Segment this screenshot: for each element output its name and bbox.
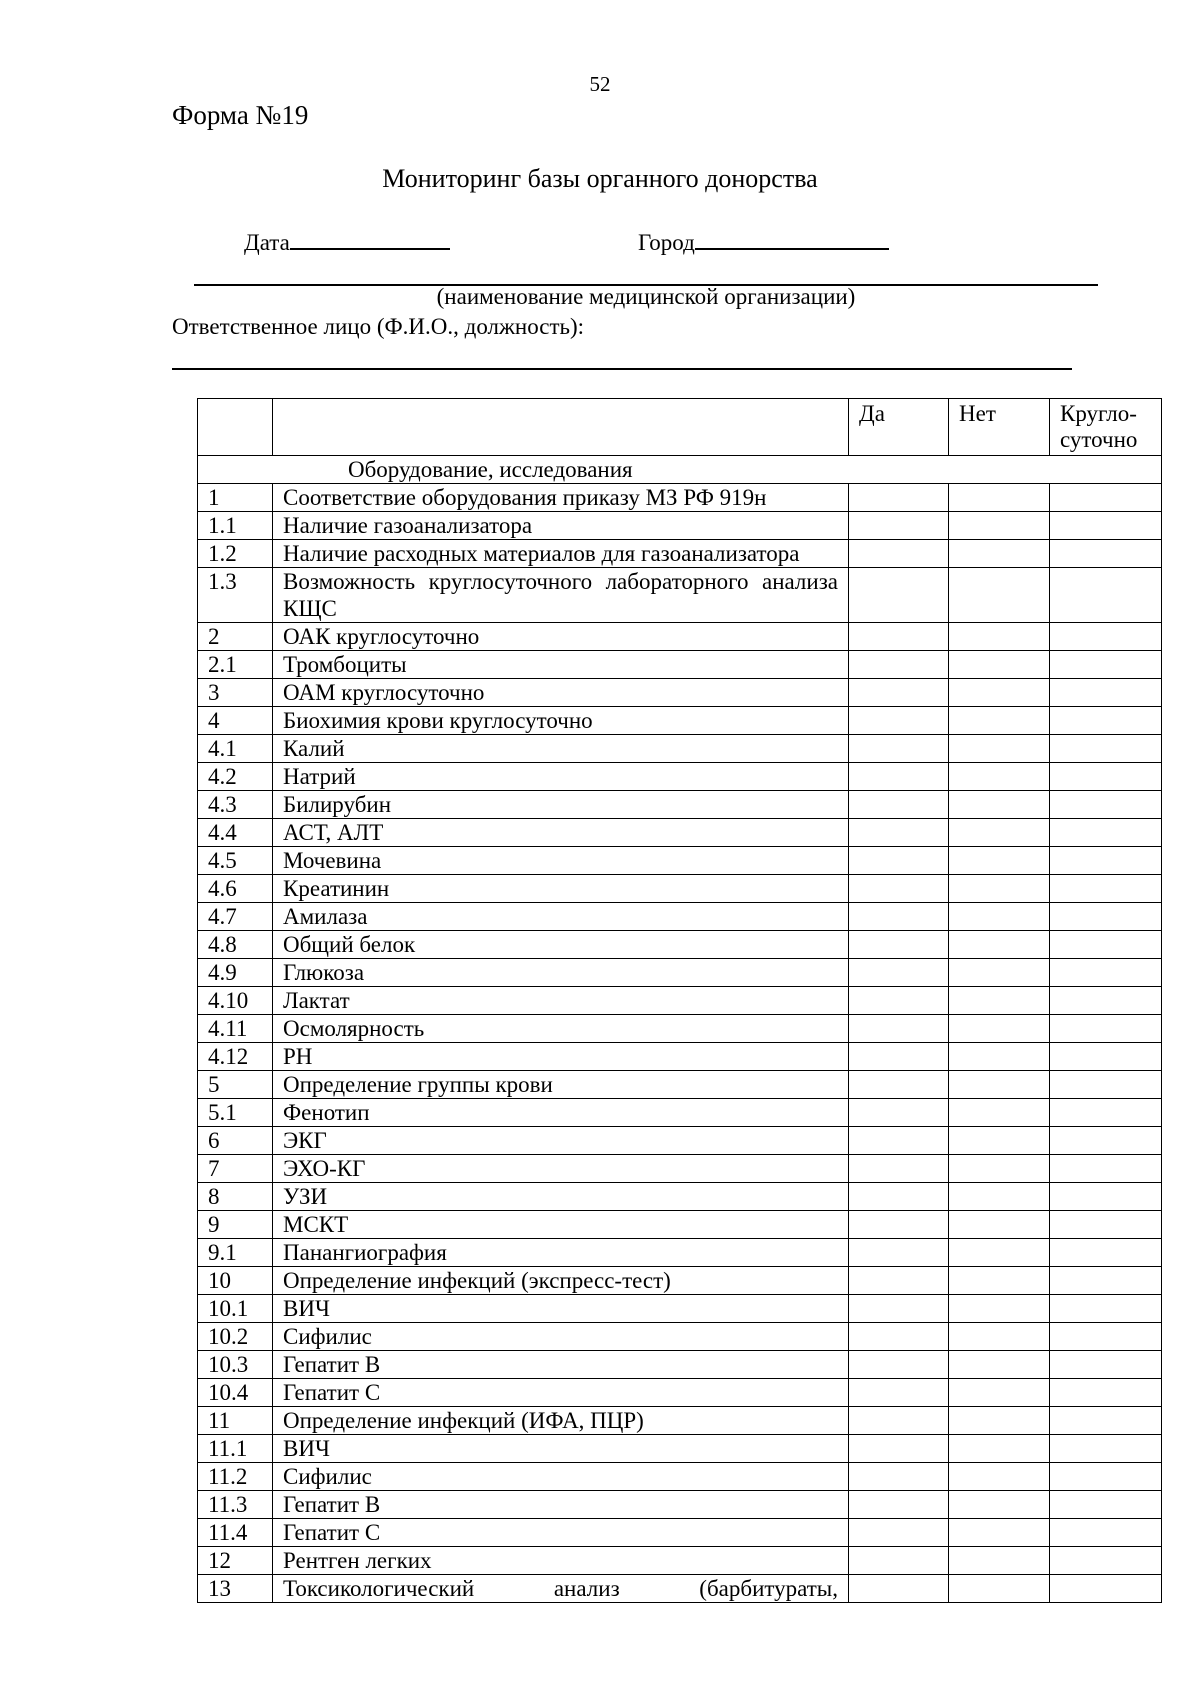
table-row xyxy=(198,1295,1162,1323)
row-name: Натрий xyxy=(273,763,849,791)
table-row xyxy=(198,819,1162,847)
cell-yes[interactable] xyxy=(849,735,949,763)
cell-no[interactable] xyxy=(949,987,1050,1015)
row-number: 1.1 xyxy=(198,512,273,540)
cell-24h[interactable] xyxy=(1050,512,1162,540)
table-row xyxy=(198,1435,1162,1463)
row-name: Осмолярность xyxy=(273,1015,849,1043)
cell-24h[interactable] xyxy=(1050,1267,1162,1295)
row-name: Тромбоциты xyxy=(273,651,849,679)
cell-no[interactable] xyxy=(949,1295,1050,1323)
row-number: 9.1 xyxy=(198,1239,273,1267)
cell-yes[interactable] xyxy=(849,1323,949,1351)
cell-24h[interactable] xyxy=(1050,1239,1162,1267)
cell-yes[interactable] xyxy=(849,568,949,623)
table-row xyxy=(198,1211,1162,1239)
cell-24h[interactable] xyxy=(1050,735,1162,763)
city-field[interactable] xyxy=(638,230,889,256)
table-row xyxy=(198,512,1162,540)
cell-no[interactable] xyxy=(949,847,1050,875)
cell-no[interactable] xyxy=(949,1435,1050,1463)
cell-no[interactable] xyxy=(949,735,1050,763)
cell-yes[interactable] xyxy=(849,1407,949,1435)
row-number: 4.4 xyxy=(198,819,273,847)
row-name: Мочевина xyxy=(273,847,849,875)
cell-yes[interactable] xyxy=(849,1015,949,1043)
row-name: Гепатит С xyxy=(273,1379,849,1407)
row-name: МСКТ xyxy=(273,1211,849,1239)
cell-24h[interactable] xyxy=(1050,1435,1162,1463)
cell-24h[interactable] xyxy=(1050,1071,1162,1099)
cell-no[interactable] xyxy=(949,568,1050,623)
cell-no[interactable] xyxy=(949,707,1050,735)
cell-yes[interactable] xyxy=(849,791,949,819)
cell-yes[interactable] xyxy=(849,1547,949,1575)
cell-no[interactable] xyxy=(949,1547,1050,1575)
row-number: 11.4 xyxy=(198,1519,273,1547)
row-number: 11.2 xyxy=(198,1463,273,1491)
cell-no[interactable] xyxy=(949,1575,1050,1603)
row-number: 4.7 xyxy=(198,903,273,931)
row-number: 10.3 xyxy=(198,1351,273,1379)
table-row xyxy=(198,875,1162,903)
cell-yes[interactable] xyxy=(849,931,949,959)
header-24h-line1: Кругло- xyxy=(1060,401,1137,426)
row-number: 10.4 xyxy=(198,1379,273,1407)
table-row xyxy=(198,1323,1162,1351)
row-name: РН xyxy=(273,1043,849,1071)
table-row xyxy=(198,1043,1162,1071)
responsible-person-label: Ответственное лицо (Ф.И.О., должность): xyxy=(172,314,585,339)
table-row xyxy=(198,931,1162,959)
cell-no[interactable] xyxy=(949,931,1050,959)
table-row xyxy=(198,568,1162,623)
row-number: 11.3 xyxy=(198,1491,273,1519)
cell-24h[interactable] xyxy=(1050,651,1162,679)
date-label: Дата xyxy=(244,230,290,255)
header-cell-name xyxy=(273,399,849,456)
table-row xyxy=(198,1407,1162,1435)
row-number: 2 xyxy=(198,623,273,651)
cell-yes[interactable] xyxy=(849,1071,949,1099)
cell-24h[interactable] xyxy=(1050,1519,1162,1547)
cell-no[interactable] xyxy=(949,623,1050,651)
page-number: 52 xyxy=(589,72,611,96)
cell-yes[interactable] xyxy=(849,1267,949,1295)
table-row xyxy=(198,1491,1162,1519)
row-name: Рентген легких xyxy=(273,1547,849,1575)
cell-24h[interactable] xyxy=(1050,987,1162,1015)
cell-no[interactable] xyxy=(949,1519,1050,1547)
cell-yes[interactable] xyxy=(849,540,949,568)
document-title: Мониторинг базы органного донорства xyxy=(382,164,818,193)
cell-24h[interactable] xyxy=(1050,623,1162,651)
row-number: 10 xyxy=(198,1267,273,1295)
cell-24h[interactable] xyxy=(1050,1323,1162,1351)
row-name: Панангиография xyxy=(273,1239,849,1267)
cell-yes[interactable] xyxy=(849,1351,949,1379)
cell-no[interactable] xyxy=(949,1491,1050,1519)
table-row xyxy=(198,1015,1162,1043)
cell-24h[interactable] xyxy=(1050,1407,1162,1435)
table-row xyxy=(198,1127,1162,1155)
cell-no[interactable] xyxy=(949,1015,1050,1043)
row-number: 4.6 xyxy=(198,875,273,903)
row-name: Билирубин xyxy=(273,791,849,819)
city-input-line[interactable] xyxy=(695,230,889,250)
cell-no[interactable] xyxy=(949,875,1050,903)
cell-no[interactable] xyxy=(949,679,1050,707)
cell-no[interactable] xyxy=(949,903,1050,931)
cell-no[interactable] xyxy=(949,819,1050,847)
header-cell-num xyxy=(198,399,273,456)
cell-yes[interactable] xyxy=(849,1127,949,1155)
row-name: Гепатит В xyxy=(273,1491,849,1519)
cell-24h[interactable] xyxy=(1050,763,1162,791)
cell-yes[interactable] xyxy=(849,1379,949,1407)
cell-no[interactable] xyxy=(949,1099,1050,1127)
cell-no[interactable] xyxy=(949,1379,1050,1407)
cell-24h[interactable] xyxy=(1050,568,1162,623)
cell-yes[interactable] xyxy=(849,819,949,847)
row-name: Определение инфекций (ИФА, ПЦР) xyxy=(273,1407,849,1435)
row-name: Определение группы крови xyxy=(273,1071,849,1099)
table-row xyxy=(198,651,1162,679)
table-row xyxy=(198,847,1162,875)
row-name: УЗИ xyxy=(273,1183,849,1211)
cell-24h[interactable] xyxy=(1050,1183,1162,1211)
cell-no[interactable] xyxy=(949,484,1050,512)
table-row xyxy=(198,1099,1162,1127)
row-name: ЭКГ xyxy=(273,1127,849,1155)
cell-24h[interactable] xyxy=(1050,1295,1162,1323)
cell-no[interactable] xyxy=(949,1183,1050,1211)
row-name: Гепатит В xyxy=(273,1351,849,1379)
row-number: 4.3 xyxy=(198,791,273,819)
row-number: 1.3 xyxy=(198,568,273,623)
cell-24h[interactable] xyxy=(1050,903,1162,931)
row-number: 5.1 xyxy=(198,1099,273,1127)
row-number: 2.1 xyxy=(198,651,273,679)
row-number: 4.9 xyxy=(198,959,273,987)
row-number: 4.2 xyxy=(198,763,273,791)
row-name: Наличие газоанализатора xyxy=(273,512,849,540)
row-number: 4.1 xyxy=(198,735,273,763)
row-number: 11.1 xyxy=(198,1435,273,1463)
row-number: 4.10 xyxy=(198,987,273,1015)
row-number: 3 xyxy=(198,679,273,707)
monitoring-table xyxy=(197,398,1162,1603)
cell-yes[interactable] xyxy=(849,1211,949,1239)
cell-24h[interactable] xyxy=(1050,1211,1162,1239)
table-row xyxy=(198,540,1162,568)
responsible-person-line[interactable] xyxy=(172,368,1072,370)
row-number: 12 xyxy=(198,1547,273,1575)
cell-24h[interactable] xyxy=(1050,1099,1162,1127)
table-row xyxy=(198,1575,1162,1603)
cell-yes[interactable] xyxy=(849,1295,949,1323)
cell-24h[interactable] xyxy=(1050,1127,1162,1155)
row-name: Общий белок xyxy=(273,931,849,959)
table-row xyxy=(198,959,1162,987)
cell-24h[interactable] xyxy=(1050,1463,1162,1491)
cell-no[interactable] xyxy=(949,1071,1050,1099)
cell-yes[interactable] xyxy=(849,763,949,791)
cell-no[interactable] xyxy=(949,1239,1050,1267)
table-row xyxy=(198,735,1162,763)
cell-yes[interactable] xyxy=(849,1463,949,1491)
row-number: 7 xyxy=(198,1155,273,1183)
cell-no[interactable] xyxy=(949,959,1050,987)
cell-no[interactable] xyxy=(949,1407,1050,1435)
row-number: 4.12 xyxy=(198,1043,273,1071)
cell-yes[interactable] xyxy=(849,651,949,679)
cell-yes[interactable] xyxy=(849,903,949,931)
row-name: Наличие расходных материалов для газоанализатора xyxy=(273,540,849,568)
cell-yes[interactable] xyxy=(849,679,949,707)
row-name: Соответствие оборудования приказу МЗ РФ 919н xyxy=(273,484,849,512)
table-row xyxy=(198,1547,1162,1575)
table-row xyxy=(198,1267,1162,1295)
row-name: Фенотип xyxy=(273,1099,849,1127)
cell-24h[interactable] xyxy=(1050,679,1162,707)
cell-yes[interactable] xyxy=(849,1435,949,1463)
table-row xyxy=(198,707,1162,735)
cell-24h[interactable] xyxy=(1050,484,1162,512)
table-row xyxy=(198,1351,1162,1379)
cell-no[interactable] xyxy=(949,1211,1050,1239)
row-number: 13 xyxy=(198,1575,273,1603)
row-name: ВИЧ xyxy=(273,1295,849,1323)
cell-yes[interactable] xyxy=(849,1239,949,1267)
row-number: 1.2 xyxy=(198,540,273,568)
cell-24h[interactable] xyxy=(1050,791,1162,819)
section-title: Оборудование, исследования xyxy=(198,456,1162,484)
row-name: Глюкоза xyxy=(273,959,849,987)
row-number: 4.8 xyxy=(198,931,273,959)
row-name: Биохимия крови круглосуточно xyxy=(273,707,849,735)
cell-24h[interactable] xyxy=(1050,1379,1162,1407)
table-row xyxy=(198,1239,1162,1267)
table-row xyxy=(198,623,1162,651)
row-name: Амилаза xyxy=(273,903,849,931)
cell-24h[interactable] xyxy=(1050,875,1162,903)
org-name-caption: (наименование медицинской организации) xyxy=(436,284,856,309)
row-name: Определение инфекций (экспресс-тест) xyxy=(273,1267,849,1295)
table-row xyxy=(198,903,1162,931)
table-row xyxy=(198,763,1162,791)
table-row xyxy=(198,1379,1162,1407)
row-name: ОАМ круглосуточно xyxy=(273,679,849,707)
cell-no[interactable] xyxy=(949,1043,1050,1071)
row-name: ЭХО-КГ xyxy=(273,1155,849,1183)
row-name: Гепатит С xyxy=(273,1519,849,1547)
cell-24h[interactable] xyxy=(1050,1043,1162,1071)
cell-no[interactable] xyxy=(949,1267,1050,1295)
cell-yes[interactable] xyxy=(849,959,949,987)
cell-yes[interactable] xyxy=(849,987,949,1015)
cell-yes[interactable] xyxy=(849,1183,949,1211)
cell-24h[interactable] xyxy=(1050,1015,1162,1043)
cell-yes[interactable] xyxy=(849,1575,949,1603)
cell-yes[interactable] xyxy=(849,1491,949,1519)
date-input-line[interactable] xyxy=(290,230,450,250)
cell-yes[interactable] xyxy=(849,1155,949,1183)
row-number: 8 xyxy=(198,1183,273,1211)
form-number: Форма №19 xyxy=(172,100,309,130)
table-row xyxy=(198,987,1162,1015)
header-cell-24h xyxy=(1050,399,1162,456)
cell-no[interactable] xyxy=(949,1127,1050,1155)
row-number: 10.2 xyxy=(198,1323,273,1351)
cell-24h[interactable] xyxy=(1050,1547,1162,1575)
row-number: 5 xyxy=(198,1071,273,1099)
row-number: 4.11 xyxy=(198,1015,273,1043)
table-row xyxy=(198,1155,1162,1183)
header-24h-line2: суточно xyxy=(1060,427,1138,452)
section-row xyxy=(198,456,1162,484)
cell-no[interactable] xyxy=(949,1155,1050,1183)
row-number: 4 xyxy=(198,707,273,735)
table-row xyxy=(198,791,1162,819)
row-name: Креатинин xyxy=(273,875,849,903)
date-field[interactable] xyxy=(244,230,450,256)
cell-24h[interactable] xyxy=(1050,847,1162,875)
cell-yes[interactable] xyxy=(849,1099,949,1127)
row-name: Калий xyxy=(273,735,849,763)
row-name: Токсикологический анализ (барбитураты, xyxy=(273,1575,849,1603)
table-row xyxy=(198,1519,1162,1547)
cell-24h[interactable] xyxy=(1050,959,1162,987)
cell-no[interactable] xyxy=(949,1463,1050,1491)
table-header-row xyxy=(198,399,1162,456)
header-cell-no: Нет xyxy=(949,399,1050,456)
cell-no[interactable] xyxy=(949,1351,1050,1379)
row-name: Возможность круглосуточного лабораторного анализа КЩС xyxy=(273,568,849,623)
cell-yes[interactable] xyxy=(849,484,949,512)
cell-24h[interactable] xyxy=(1050,819,1162,847)
cell-no[interactable] xyxy=(949,540,1050,568)
table-row xyxy=(198,484,1162,512)
row-name: АСТ, АЛТ xyxy=(273,819,849,847)
city-label: Город xyxy=(638,230,695,255)
row-number: 1 xyxy=(198,484,273,512)
cell-yes[interactable] xyxy=(849,512,949,540)
cell-yes[interactable] xyxy=(849,707,949,735)
cell-no[interactable] xyxy=(949,651,1050,679)
row-number: 4.5 xyxy=(198,847,273,875)
cell-24h[interactable] xyxy=(1050,1351,1162,1379)
cell-yes[interactable] xyxy=(849,623,949,651)
cell-no[interactable] xyxy=(949,512,1050,540)
table-row xyxy=(198,679,1162,707)
header-cell-yes: Да xyxy=(849,399,949,456)
row-name: Сифилис xyxy=(273,1463,849,1491)
cell-no[interactable] xyxy=(949,791,1050,819)
cell-yes[interactable] xyxy=(849,1043,949,1071)
row-name: ВИЧ xyxy=(273,1435,849,1463)
cell-24h[interactable] xyxy=(1050,1575,1162,1603)
cell-no[interactable] xyxy=(949,1323,1050,1351)
cell-yes[interactable] xyxy=(849,875,949,903)
cell-24h[interactable] xyxy=(1050,931,1162,959)
cell-yes[interactable] xyxy=(849,1519,949,1547)
table-row xyxy=(198,1183,1162,1211)
cell-24h[interactable] xyxy=(1050,540,1162,568)
row-name: ОАК круглосуточно xyxy=(273,623,849,651)
table-row xyxy=(198,1071,1162,1099)
row-name: Лактат xyxy=(273,987,849,1015)
cell-24h[interactable] xyxy=(1050,1491,1162,1519)
row-name: Сифилис xyxy=(273,1323,849,1351)
row-number: 9 xyxy=(198,1211,273,1239)
row-number: 11 xyxy=(198,1407,273,1435)
row-number: 6 xyxy=(198,1127,273,1155)
table-row xyxy=(198,1463,1162,1491)
cell-24h[interactable] xyxy=(1050,707,1162,735)
cell-no[interactable] xyxy=(949,763,1050,791)
cell-24h[interactable] xyxy=(1050,1155,1162,1183)
cell-yes[interactable] xyxy=(849,847,949,875)
row-number: 10.1 xyxy=(198,1295,273,1323)
